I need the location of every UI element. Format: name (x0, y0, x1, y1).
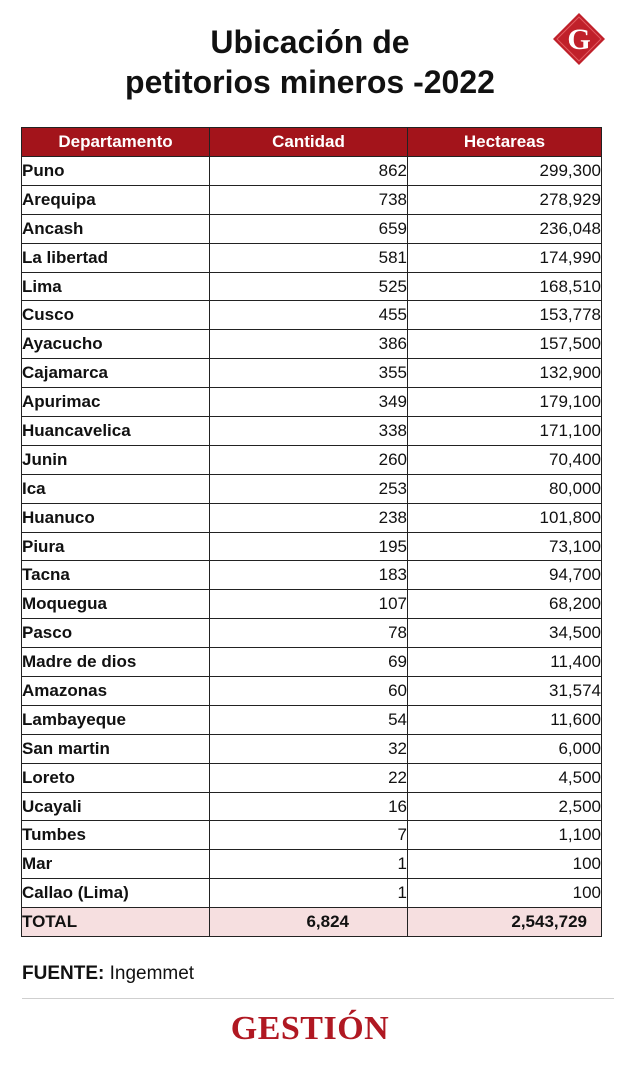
cell-cantidad: 54 (210, 705, 408, 734)
cell-cantidad: 195 (210, 532, 408, 561)
header-hectareas: Hectareas (408, 128, 602, 157)
cell-hectareas: 174,990 (408, 243, 602, 272)
cell-cantidad: 1 (210, 850, 408, 879)
cell-cantidad: 349 (210, 388, 408, 417)
cell-cantidad: 22 (210, 763, 408, 792)
table-row (22, 561, 602, 590)
gestion-brand-logo: GESTIÓN (230, 1010, 390, 1047)
cell-cantidad: 32 (210, 734, 408, 763)
table-row (22, 879, 602, 908)
cell-hectareas: 179,100 (408, 388, 602, 417)
cell-departamento: San martin (22, 734, 210, 763)
cell-cantidad: 253 (210, 474, 408, 503)
source-value: Ingemmet (109, 963, 195, 984)
cell-cantidad: 338 (210, 417, 408, 446)
cell-departamento: Junin (22, 445, 210, 474)
table-row (22, 850, 602, 879)
cell-departamento: Huanuco (22, 503, 210, 532)
cell-departamento: Madre de dios (22, 648, 210, 677)
cell-hectareas: 2,500 (408, 792, 602, 821)
table-row (22, 705, 602, 734)
table-row (22, 792, 602, 821)
table-row (22, 474, 602, 503)
cell-departamento: Puno (22, 157, 210, 186)
total-row (22, 908, 602, 937)
cell-cantidad: 78 (210, 619, 408, 648)
cell-cantidad: 386 (210, 330, 408, 359)
table-row (22, 590, 602, 619)
cell-hectareas: 80,000 (408, 474, 602, 503)
table-row (22, 330, 602, 359)
cell-hectareas: 157,500 (408, 330, 602, 359)
cell-departamento: Piura (22, 532, 210, 561)
cell-departamento: Ayacucho (22, 330, 210, 359)
cell-departamento: Callao (Lima) (22, 879, 210, 908)
cell-cantidad: 525 (210, 272, 408, 301)
cell-departamento: Tumbes (22, 821, 210, 850)
table-row (22, 734, 602, 763)
table-row (22, 243, 602, 272)
cell-departamento: Arequipa (22, 185, 210, 214)
table-row (22, 157, 602, 186)
cell-departamento: Apurimac (22, 388, 210, 417)
svg-text:G: G (567, 23, 591, 56)
table-row (22, 417, 602, 446)
table-row (22, 272, 602, 301)
petitorios-table (21, 127, 602, 937)
cell-hectareas: 168,510 (408, 272, 602, 301)
cell-departamento: Ica (22, 474, 210, 503)
cell-hectareas: 100 (408, 850, 602, 879)
total-cell-hectareas: 2,543,729 (408, 908, 602, 937)
cell-cantidad: 355 (210, 359, 408, 388)
cell-departamento: Tacna (22, 561, 210, 590)
cell-hectareas: 236,048 (408, 214, 602, 243)
cell-hectareas: 31,574 (408, 677, 602, 706)
cell-departamento: Cajamarca (22, 359, 210, 388)
cell-departamento: Lima (22, 272, 210, 301)
cell-cantidad: 107 (210, 590, 408, 619)
cell-departamento: La libertad (22, 243, 210, 272)
cell-cantidad: 60 (210, 677, 408, 706)
cell-hectareas: 70,400 (408, 445, 602, 474)
cell-cantidad: 7 (210, 821, 408, 850)
cell-cantidad: 581 (210, 243, 408, 272)
title-line-1: Ubicación de (210, 24, 410, 60)
cell-cantidad: 183 (210, 561, 408, 590)
cell-hectareas: 11,600 (408, 705, 602, 734)
cell-departamento: Amazonas (22, 677, 210, 706)
cell-cantidad: 1 (210, 879, 408, 908)
cell-hectareas: 153,778 (408, 301, 602, 330)
table-row (22, 388, 602, 417)
table-row (22, 359, 602, 388)
cell-cantidad: 238 (210, 503, 408, 532)
cell-departamento: Huancavelica (22, 417, 210, 446)
table-row (22, 214, 602, 243)
cell-hectareas: 101,800 (408, 503, 602, 532)
table-row (22, 301, 602, 330)
cell-hectareas: 299,300 (408, 157, 602, 186)
cell-hectareas: 73,100 (408, 532, 602, 561)
table-row (22, 503, 602, 532)
cell-hectareas: 132,900 (408, 359, 602, 388)
cell-departamento: Loreto (22, 763, 210, 792)
cell-cantidad: 738 (210, 185, 408, 214)
cell-hectareas: 171,100 (408, 417, 602, 446)
gestion-g-logo-icon (552, 12, 606, 66)
cell-hectareas: 94,700 (408, 561, 602, 590)
infographic-title (0, 22, 620, 102)
table-row (22, 532, 602, 561)
cell-cantidad: 862 (210, 157, 408, 186)
cell-departamento: Ancash (22, 214, 210, 243)
cell-cantidad: 69 (210, 648, 408, 677)
source-note (22, 963, 194, 985)
header-departamento: Departamento (22, 128, 210, 157)
cell-departamento: Pasco (22, 619, 210, 648)
cell-cantidad: 455 (210, 301, 408, 330)
table-header-row (22, 128, 602, 157)
cell-cantidad: 16 (210, 792, 408, 821)
cell-departamento: Mar (22, 850, 210, 879)
cell-hectareas: 100 (408, 879, 602, 908)
title-line-2: petitorios mineros -2022 (125, 64, 495, 100)
cell-hectareas: 68,200 (408, 590, 602, 619)
cell-departamento: Ucayali (22, 792, 210, 821)
header-cantidad: Cantidad (210, 128, 408, 157)
table-row (22, 185, 602, 214)
total-cell-departamento: TOTAL (22, 908, 210, 937)
table-row (22, 619, 602, 648)
total-cell-cantidad: 6,824 (210, 908, 408, 937)
table-row (22, 763, 602, 792)
table-row (22, 821, 602, 850)
table-row (22, 445, 602, 474)
footer-divider (22, 998, 614, 999)
source-label: FUENTE: (22, 963, 105, 984)
cell-departamento: Lambayeque (22, 705, 210, 734)
cell-hectareas: 11,400 (408, 648, 602, 677)
cell-cantidad: 659 (210, 214, 408, 243)
table-row (22, 677, 602, 706)
cell-cantidad: 260 (210, 445, 408, 474)
cell-hectareas: 1,100 (408, 821, 602, 850)
table-row (22, 648, 602, 677)
cell-hectareas: 278,929 (408, 185, 602, 214)
cell-departamento: Cusco (22, 301, 210, 330)
cell-departamento: Moquegua (22, 590, 210, 619)
cell-hectareas: 4,500 (408, 763, 602, 792)
cell-hectareas: 34,500 (408, 619, 602, 648)
cell-hectareas: 6,000 (408, 734, 602, 763)
